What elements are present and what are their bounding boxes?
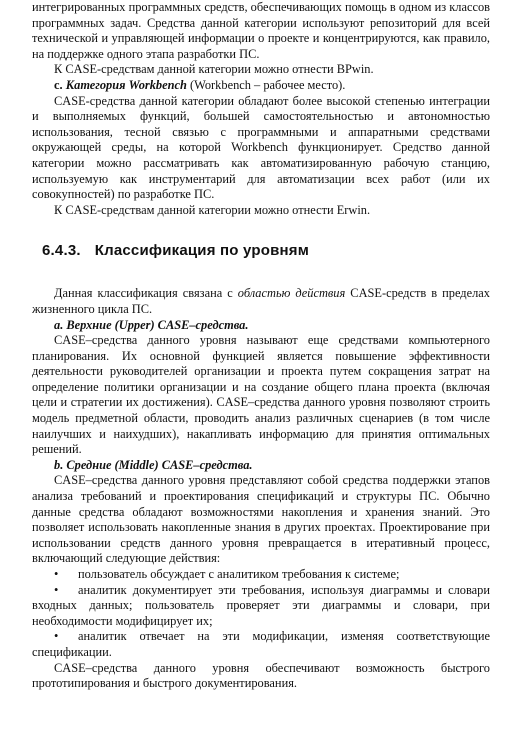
bullet-icon: •	[54, 567, 59, 581]
intro-before: Данная классификация связана с	[54, 286, 238, 301]
bullet-icon: •	[54, 582, 59, 597]
paragraph-classification-intro	[32, 286, 490, 317]
paragraph-continuation: интегрированных программных средств, обеспечивающих помощь в одном из классов программных задач. Средства данной категории используют репозиторий для всей технической и управляющей информации о проекте и концентрируются, как правило, на поддержке одного этапа разработки ПС.	[32, 0, 490, 61]
list-item	[32, 567, 490, 583]
paragraph-bpwin: К CASE-средствам данной категории можно отнести BPwin.	[54, 62, 374, 77]
category-c-rest: (Workbench – рабочее место).	[190, 77, 346, 92]
section-title: Классификация по уровням	[94, 242, 310, 260]
category-c-title: Категория Workbench	[65, 77, 187, 92]
category-c-line	[32, 78, 490, 94]
category-c-marker: c.	[54, 77, 63, 92]
list-item-text: аналитик документирует эти требования, используя диаграммы и словари входных данных; пользователь проверяет эти диаграммы и словари, при необходимости модифицирует их;	[32, 582, 490, 628]
list-item-text: пользователь обсуждает с аналитиком требования к системе;	[78, 567, 400, 581]
paragraph-upper-case: CASE–средства данного уровня называют еще средствами компьютерного планирования. Их основной функцией является повышение эффективности деятельности руководителей организации и проекта путем сокращения затрат на определение политики организации и на создание общего плана проекта (включая цели и стратегии их достижения). CASE–средства данного уровня позволяют строить модель предметной области, проводить анализ различных сценариев (в том числе наилучших и наихудших), накапливать информацию для принятия оптимальных решений.	[32, 333, 490, 457]
section-heading	[42, 242, 490, 260]
section-number: 6.4.3.	[42, 242, 81, 260]
bullet-icon: •	[54, 629, 59, 644]
list-item-text: аналитик отвечает на эти модификации, изменяя соответствующие спецификации.	[32, 629, 490, 659]
intro-italic: областью действия	[237, 286, 346, 301]
list-item	[32, 583, 490, 630]
intro-after: CASE-средств в пределах жизненного цикла ПС.	[32, 286, 490, 316]
action-list	[32, 567, 490, 661]
paragraph-middle-case: CASE–средства данного уровня представляют собой средства поддержки этапов анализа требований и проектирования спецификаций и структуры ПС. Обычно данные средства обладают возможностями накопления и хранения знаний. Это позволяет использовать накопленные знания в других проектах. Проектирование при использовании средств данного уровня превращается в итеративный процесс, включающий следующие действия:	[32, 473, 490, 566]
paragraph-workbench: CASE-средства данной категории обладают более высокой степенью интеграции и выполняемых функций, большей самостоятельностью и автономностью использования, тесной связью с программными и аппаратными средствами окружающей среды, на которой Workbench функционирует. Средство данной категории можно рассматривать как автоматизированную рабочую станцию, используемую как инструментарий для автоматизации всех работ (или их совокупностей) по разработке ПС.	[32, 93, 490, 202]
paragraph-erwin: К CASE-средствам данной категории можно отнести Erwin.	[54, 202, 371, 217]
item-b-heading: b. Средние (Middle) CASE–средства.	[54, 457, 253, 472]
item-a-heading: a. Верхние (Upper) CASE–средства.	[54, 317, 249, 332]
list-item	[32, 629, 490, 660]
paragraph-prototyping: CASE–средства данного уровня обеспечивают возможность быстрого прототипирования и быстрого документирования.	[32, 660, 490, 691]
